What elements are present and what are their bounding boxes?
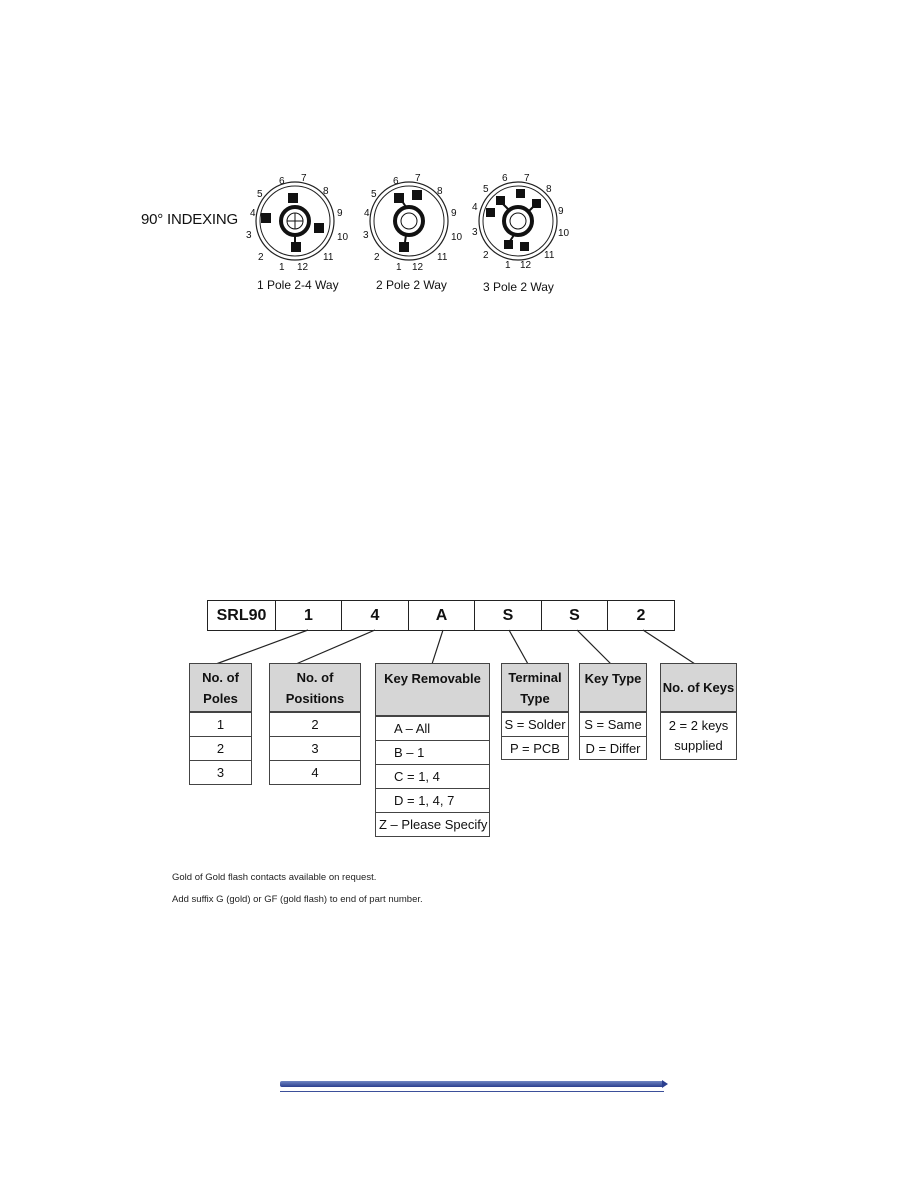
table-row: 4 <box>270 760 360 784</box>
table-row: 1 <box>190 712 251 736</box>
part-code-positions: 4 <box>342 601 409 630</box>
table-row: B – 1 <box>376 740 489 764</box>
terminal-number: 4 <box>364 208 370 219</box>
table-key-type <box>579 663 647 760</box>
note-suffix: Add suffix G (gold) or GF (gold flash) to end of part number. <box>172 894 423 905</box>
table-row: D = Differ <box>580 736 646 760</box>
terminal-number: 3 <box>472 227 478 238</box>
table-row: C = 1, 4 <box>376 764 489 788</box>
terminal-number: 12 <box>297 262 309 273</box>
switch-caption: 3 Pole 2 Way <box>483 280 554 294</box>
switch-caption: 2 Pole 2 Way <box>376 278 447 292</box>
terminal-number: 6 <box>502 173 508 184</box>
part-code-keys: 2 <box>636 606 646 624</box>
table-no-of-keys <box>660 663 737 760</box>
part-code-key-type: S <box>542 601 608 630</box>
terminal-number: 12 <box>520 260 532 271</box>
terminal-number: 11 <box>323 252 334 263</box>
terminal-number: 10 <box>337 232 349 243</box>
terminal-number: 5 <box>257 189 263 200</box>
table-row: A – All <box>376 716 489 740</box>
table-header: Terminal Type <box>502 664 568 712</box>
table-row: 3 <box>190 760 251 784</box>
terminal-number: 6 <box>393 176 399 187</box>
terminal-number: 9 <box>451 208 457 219</box>
table-row: S = Solder <box>502 712 568 736</box>
table-header: Key Type <box>580 664 646 712</box>
switch-caption: 1 Pole 2-4 Way <box>257 278 339 292</box>
terminal-number: 2 <box>258 252 264 263</box>
terminal-number: 10 <box>558 228 570 239</box>
footer-divider <box>280 1081 664 1087</box>
terminal-number: 3 <box>246 230 252 241</box>
terminal-number: 9 <box>337 208 343 219</box>
terminal-number: 1 <box>279 262 285 273</box>
footer-rule <box>280 1091 664 1092</box>
terminal-number: 8 <box>546 184 552 195</box>
terminal-number: 8 <box>323 186 329 197</box>
table-row: D = 1, 4, 7 <box>376 788 489 812</box>
table-row: 3 <box>270 736 360 760</box>
table-key-removable <box>375 663 490 837</box>
table-poles <box>189 663 252 785</box>
table-row: 2 <box>190 736 251 760</box>
terminal-number: 10 <box>451 232 463 243</box>
terminal-number: 2 <box>483 250 489 261</box>
part-code-poles: 1 <box>276 601 342 630</box>
terminal-number: 1 <box>396 262 402 273</box>
table-row: 2 <box>270 712 360 736</box>
table-header: Key Removable <box>376 664 489 716</box>
terminal-number: 8 <box>437 186 443 197</box>
terminal-number: 11 <box>544 250 555 261</box>
part-code-key-removable: A <box>409 601 475 630</box>
note-gold-contacts: Gold of Gold flash contacts available on request. <box>172 872 377 883</box>
part-prefix: SRL90 <box>208 601 276 630</box>
terminal-number: 9 <box>558 206 564 217</box>
table-row: Z – Please Specify <box>376 812 489 836</box>
terminal-number: 4 <box>250 208 256 219</box>
table-positions <box>269 663 361 785</box>
terminal-number: 12 <box>412 262 424 273</box>
terminal-number: 4 <box>472 202 478 213</box>
table-header: No. of Keys <box>661 664 736 712</box>
terminal-number: 7 <box>524 173 530 184</box>
terminal-number: 2 <box>374 252 380 263</box>
indexing-label: 90° INDEXING <box>141 211 238 228</box>
terminal-number: 5 <box>371 189 377 200</box>
table-row: S = Same <box>580 712 646 736</box>
table-header: No. of Poles <box>190 664 251 712</box>
terminal-number: 3 <box>363 230 369 241</box>
terminal-number: 1 <box>505 260 511 271</box>
table-row: 2 = 2 keys supplied <box>661 712 736 759</box>
terminal-number: 7 <box>301 173 307 184</box>
terminal-number: 11 <box>437 252 448 263</box>
table-header: No. of Positions <box>270 664 360 712</box>
terminal-number: 6 <box>279 176 285 187</box>
table-row: P = PCB <box>502 736 568 760</box>
table-terminal-type <box>501 663 569 760</box>
terminal-number: 5 <box>483 184 489 195</box>
part-code-terminal: S <box>475 601 542 630</box>
terminal-number: 7 <box>415 173 421 184</box>
